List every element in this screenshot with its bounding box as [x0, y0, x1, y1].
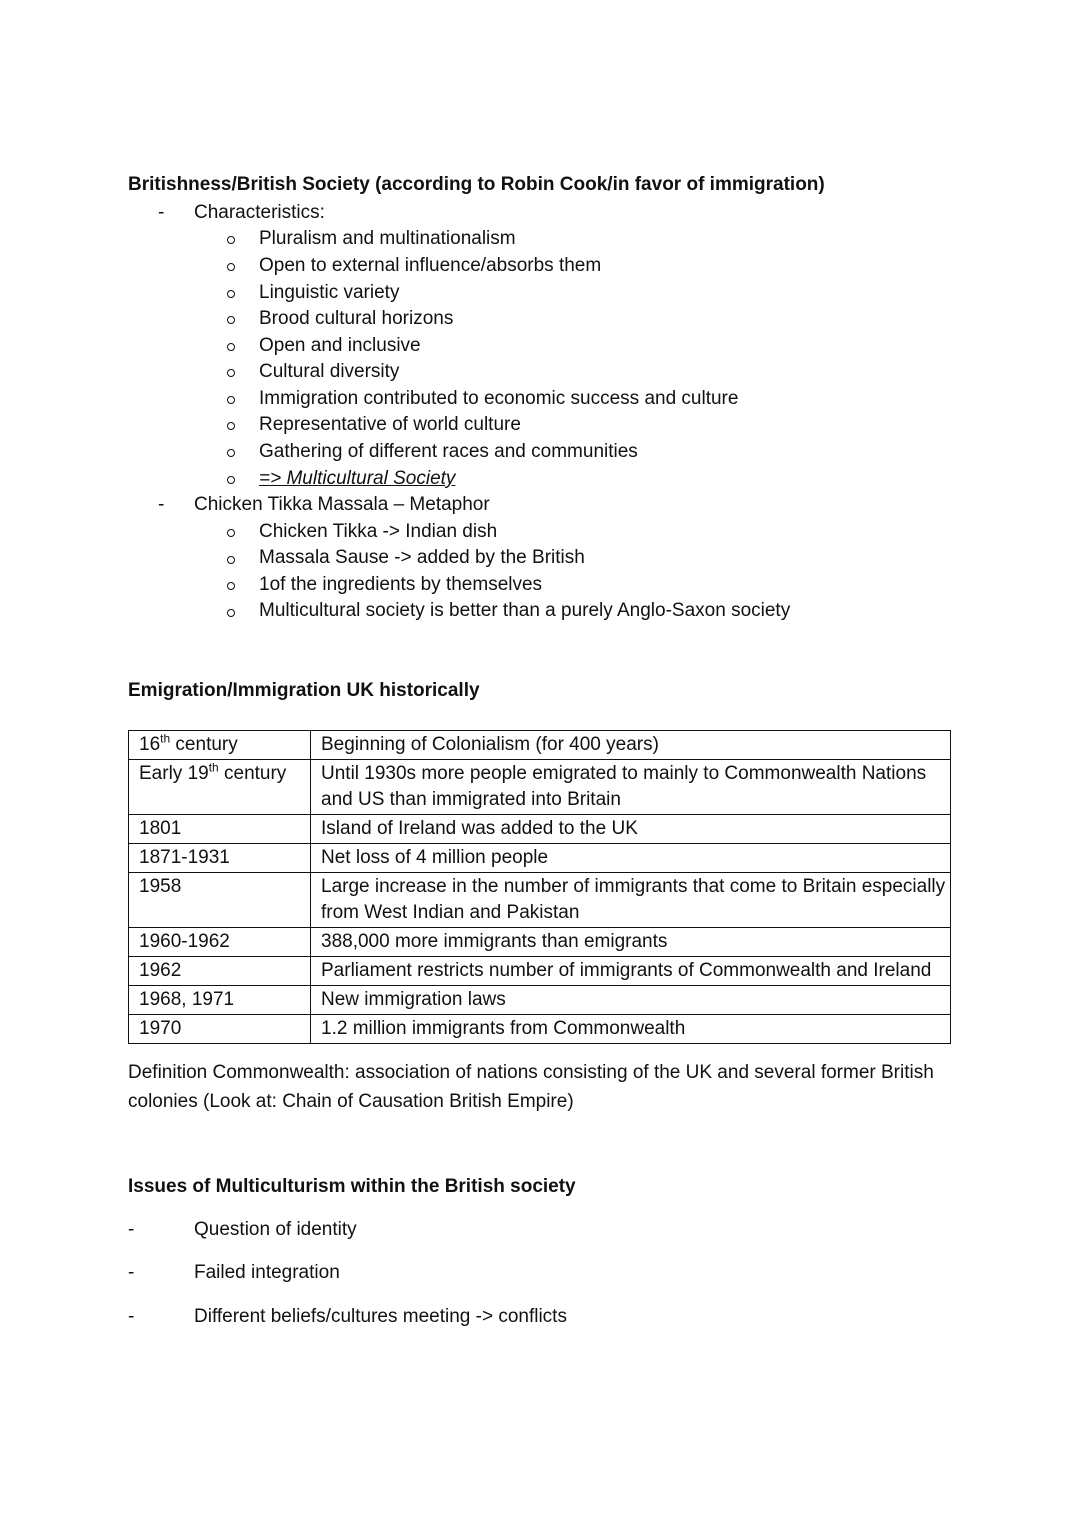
table-row — [129, 731, 951, 760]
event-cell: Parliament restricts number of immigrants of Commonwealth and Ireland — [311, 957, 951, 986]
circle-bullet-icon — [227, 609, 235, 617]
section-heading-history: Emigration/Immigration UK historically — [128, 680, 480, 701]
list-item-conclusion: => Multicultural Society — [259, 468, 456, 489]
circle-bullet-icon — [227, 556, 235, 564]
dash-bullet: - — [128, 1219, 135, 1240]
table-row — [129, 986, 951, 1015]
circle-bullet-icon — [227, 529, 235, 537]
list-item: Gathering of different races and communities — [259, 441, 638, 462]
dash-bullet: - — [128, 1306, 135, 1327]
event-cell: New immigration laws — [311, 986, 951, 1015]
event-cell: 388,000 more immigrants than emigrants — [311, 928, 951, 957]
list-item: Pluralism and multinationalism — [259, 228, 516, 249]
event-cell: Large increase in the number of immigrants that come to Britain especially from West Indian and Pakistan — [311, 873, 951, 928]
year-cell: 1958 — [129, 873, 311, 928]
circle-bullet-icon — [227, 582, 235, 590]
list-item: Open to external influence/absorbs them — [259, 255, 602, 276]
year-cell: 1970 — [129, 1015, 311, 1044]
event-cell: Net loss of 4 million people — [311, 844, 951, 873]
table-row — [129, 957, 951, 986]
year-cell: 1962 — [129, 957, 311, 986]
list-item: Different beliefs/cultures meeting -> conflicts — [194, 1306, 567, 1327]
dash-bullet: - — [158, 494, 165, 515]
circle-bullet-icon — [227, 476, 235, 484]
characteristics-label: Characteristics: — [194, 202, 325, 223]
circle-bullet-icon — [227, 422, 235, 430]
year-cell: 1801 — [129, 815, 311, 844]
table-row — [129, 1015, 951, 1044]
event-cell: Beginning of Colonialism (for 400 years) — [311, 731, 951, 760]
dash-bullet: - — [158, 202, 165, 223]
circle-bullet-icon — [227, 449, 235, 457]
table-row — [129, 873, 951, 928]
list-item: Question of identity — [194, 1219, 357, 1240]
list-item: Immigration contributed to economic success and culture — [259, 388, 739, 409]
year-cell: 1968, 1971 — [129, 986, 311, 1015]
section-heading-britishness: Britishness/British Society (according to Robin Cook/in favor of immigration) — [128, 174, 825, 195]
event-cell: 1.2 million immigrants from Commonwealth — [311, 1015, 951, 1044]
year-cell: 16th century — [129, 731, 311, 760]
history-table — [128, 730, 951, 1044]
list-item: 1of the ingredients by themselves — [259, 574, 543, 595]
commonwealth-definition: Definition Commonwealth: association of nations consisting of the UK and several former British colonies (Look at: Chain of Causation British Empire) — [128, 1062, 934, 1112]
list-item: Chicken Tikka -> Indian dish — [259, 521, 498, 542]
list-item: Brood cultural horizons — [259, 308, 454, 329]
circle-bullet-icon — [227, 396, 235, 404]
table-row — [129, 928, 951, 957]
table-row — [129, 760, 951, 815]
list-item: Linguistic variety — [259, 282, 400, 303]
event-cell: Island of Ireland was added to the UK — [311, 815, 951, 844]
list-item: Open and inclusive — [259, 335, 421, 356]
list-item: Representative of world culture — [259, 414, 521, 435]
circle-bullet-icon — [227, 236, 235, 244]
circle-bullet-icon — [227, 290, 235, 298]
list-item: Failed integration — [194, 1262, 340, 1283]
list-item: Cultural diversity — [259, 361, 400, 382]
section-heading-issues: Issues of Multiculturism within the British society — [128, 1176, 576, 1197]
year-cell: 1871-1931 — [129, 844, 311, 873]
dash-bullet: - — [128, 1262, 135, 1283]
year-cell: 1960-1962 — [129, 928, 311, 957]
circle-bullet-icon — [227, 343, 235, 351]
list-item: Massala Sause -> added by the British — [259, 547, 585, 568]
table-row — [129, 815, 951, 844]
metaphor-label: Chicken Tikka Massala – Metaphor — [194, 494, 490, 515]
event-cell: Until 1930s more people emigrated to mainly to Commonwealth Nations and US than immigrated into Britain — [311, 760, 951, 815]
list-item: Multicultural society is better than a purely Anglo-Saxon society — [259, 600, 791, 621]
year-cell: Early 19th century — [129, 760, 311, 815]
table-row — [129, 844, 951, 873]
circle-bullet-icon — [227, 369, 235, 377]
circle-bullet-icon — [227, 316, 235, 324]
circle-bullet-icon — [227, 263, 235, 271]
